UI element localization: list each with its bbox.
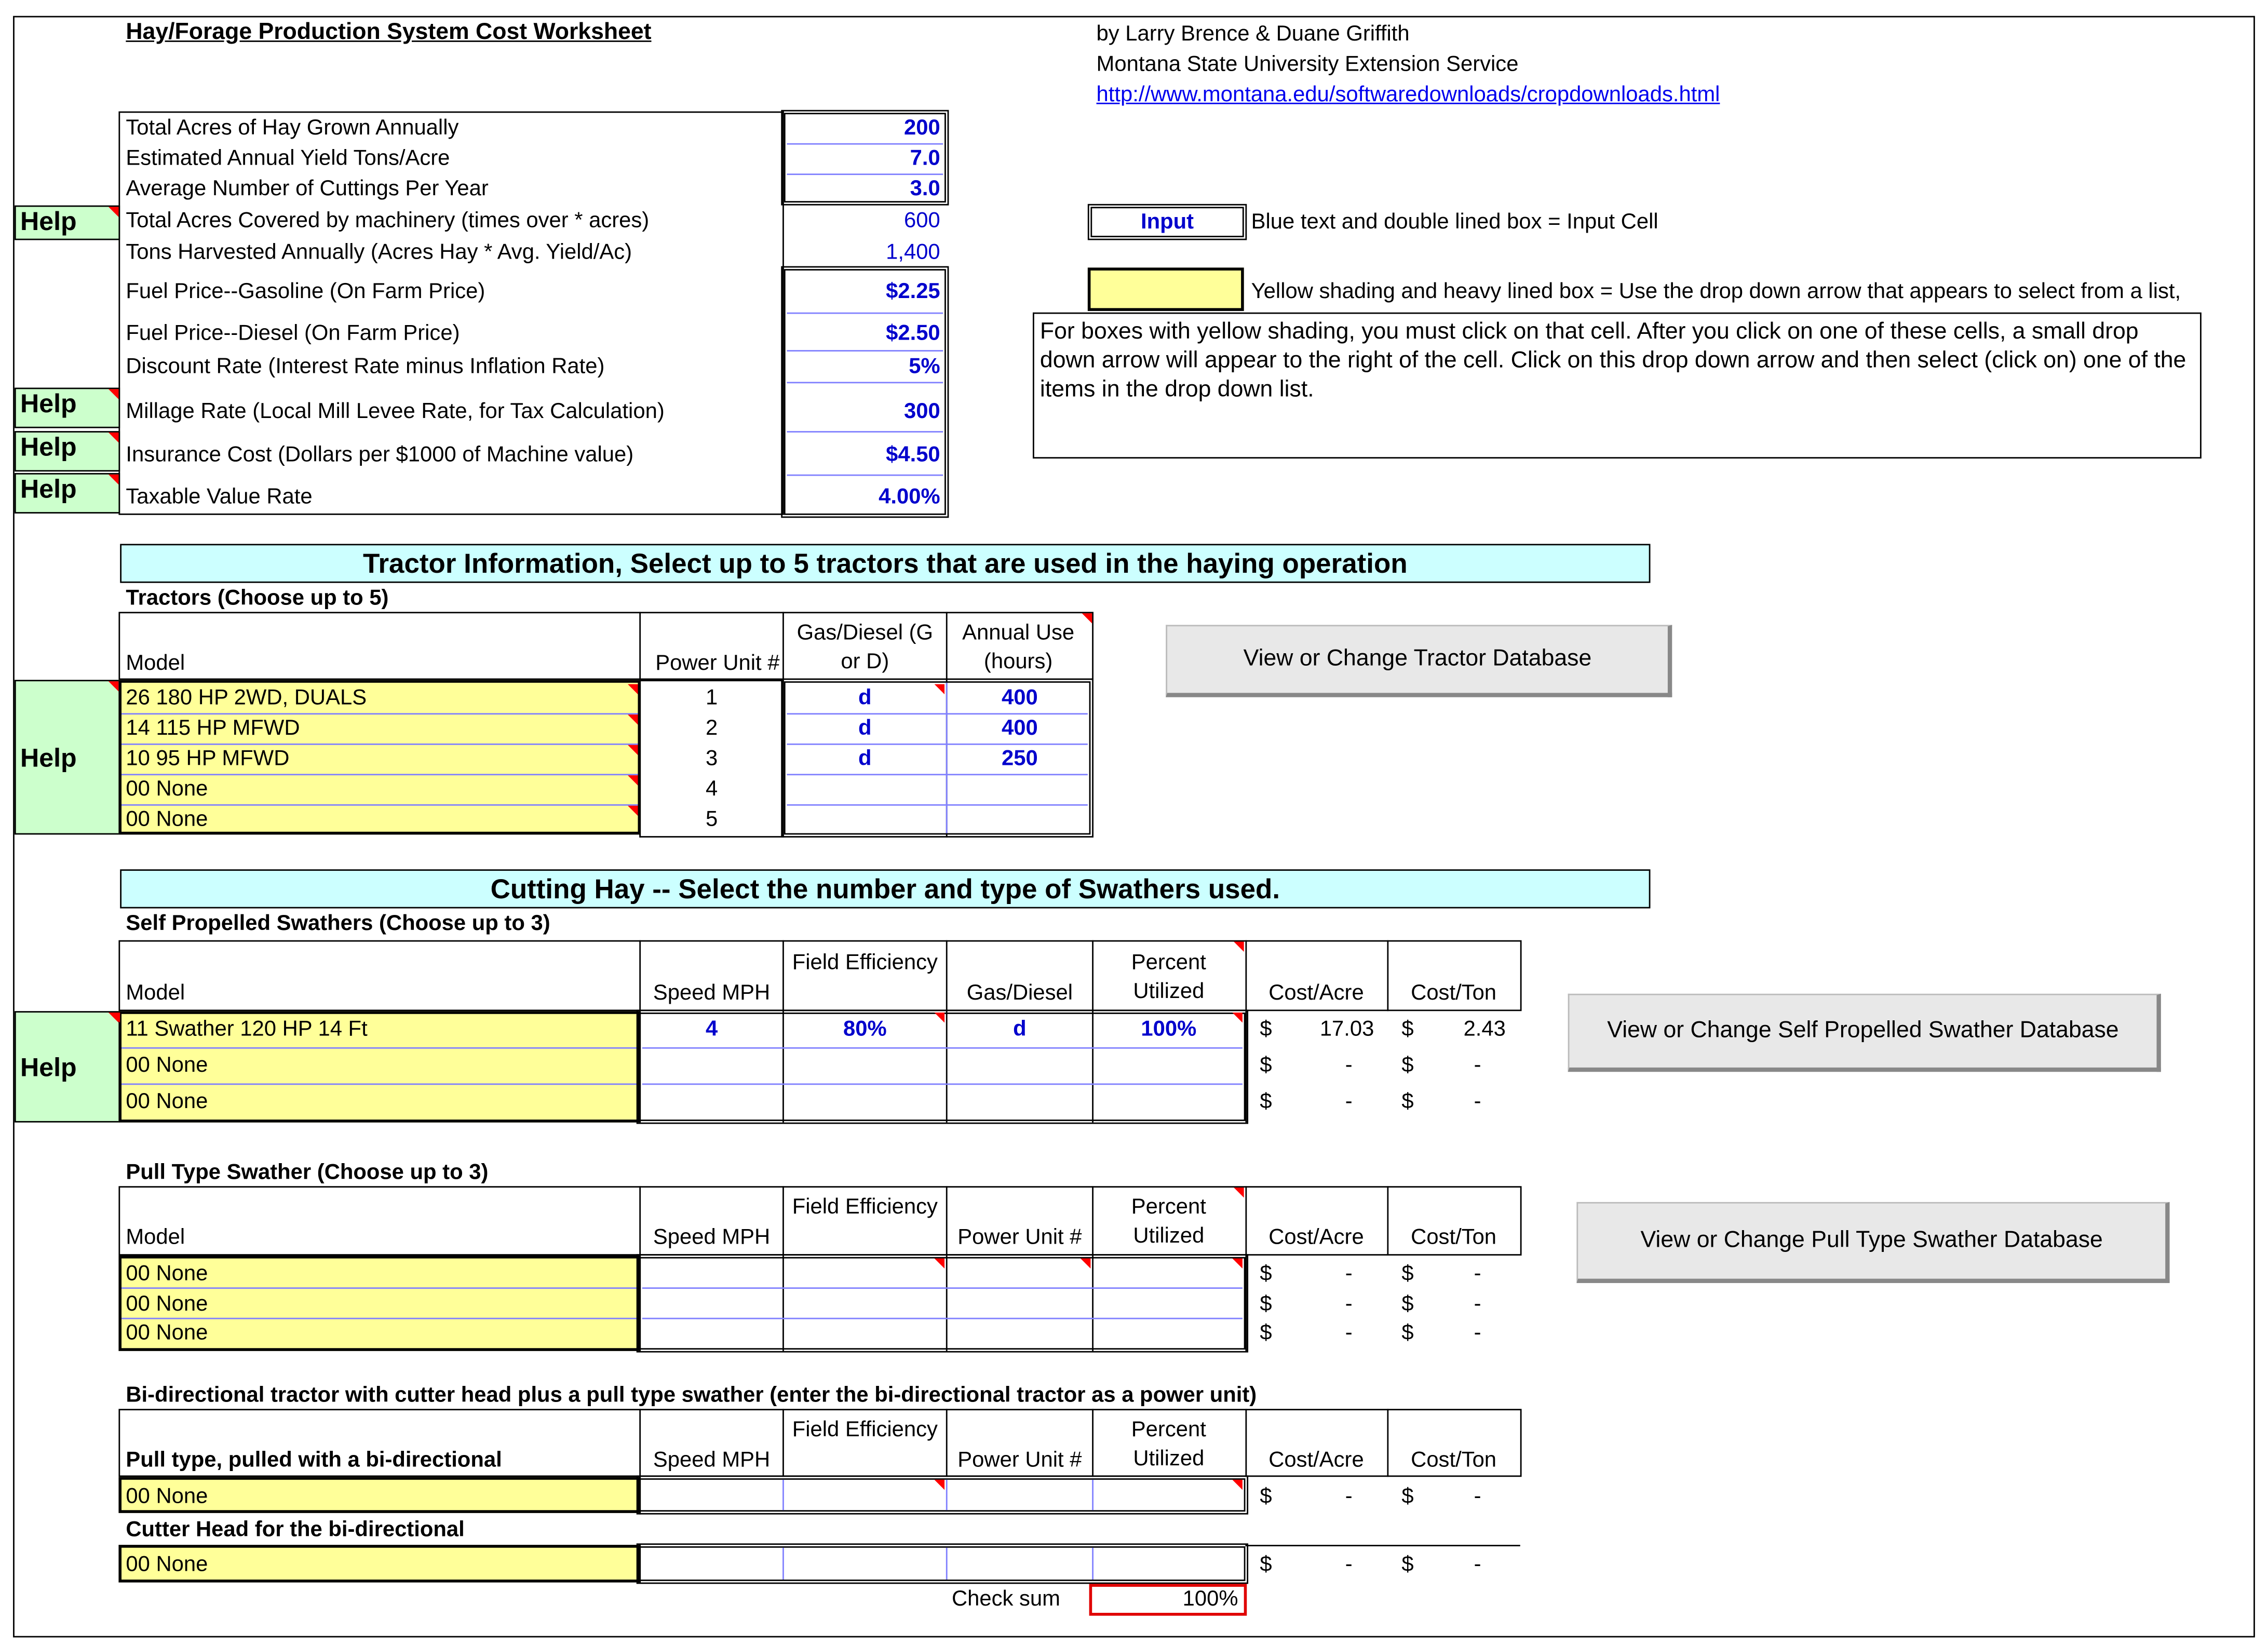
sp-cost-ton: - — [1474, 1089, 1481, 1114]
sp-model-select[interactable]: 11 Swather 120 HP 14 Ft — [126, 1017, 368, 1042]
sp-cost-ton-dollar: $ — [1401, 1053, 1414, 1078]
input-taxable-value[interactable]: 4.00% — [879, 484, 940, 509]
sp-header-utilized: Percent Utilized — [1131, 950, 1206, 1004]
tractor-model-select[interactable]: 10 95 HP MFWD — [126, 746, 290, 771]
pt-cost-acre-dollar: $ — [1260, 1320, 1272, 1345]
sp-utilized-input[interactable]: 100% — [1141, 1017, 1197, 1042]
pt-header-cost-acre: Cost/Acre — [1268, 1225, 1364, 1250]
pt-header-speed: Speed MPH — [653, 1225, 771, 1250]
tractor-use-input[interactable]: 250 — [1002, 746, 1038, 771]
sp-header-cost-acre: Cost/Acre — [1268, 980, 1364, 1006]
sp-efficiency-input[interactable]: 80% — [843, 1017, 887, 1042]
sp-cost-acre-dollar: $ — [1260, 1089, 1272, 1114]
sp-cost-ton-dollar: $ — [1401, 1017, 1414, 1042]
help-button-taxable[interactable]: Help — [15, 473, 120, 514]
input-label-cuttings: Average Number of Cuttings Per Year — [126, 176, 489, 201]
input-discount-value[interactable]: 5% — [909, 354, 940, 379]
tractor-fuel-input[interactable]: d — [858, 685, 872, 710]
help-button-tractors[interactable]: Help — [15, 680, 120, 834]
tractor-header-use: Annual Use (hours) — [962, 621, 1075, 675]
cutter-cost-acre-dollar: $ — [1260, 1552, 1272, 1577]
tractor-header-model: Model — [126, 651, 185, 676]
bi-header-cost-ton: Cost/Ton — [1411, 1448, 1497, 1473]
pt-model-select[interactable]: 00 None — [126, 1261, 208, 1286]
cutter-head-label: Cutter Head for the bi-directional — [126, 1517, 465, 1542]
cutter-cost-ton: - — [1474, 1552, 1481, 1577]
sp-header-speed: Speed MPH — [653, 980, 771, 1006]
tractor-power-unit: 2 — [705, 716, 718, 741]
page-title: Hay/Forage Production System Cost Worksheet — [126, 20, 652, 45]
pt-header-efficiency: Field Efficiency — [792, 1194, 938, 1220]
pt-cost-acre: - — [1345, 1261, 1353, 1286]
pt-cost-ton: - — [1474, 1320, 1481, 1345]
legend-yellow-sample — [1088, 267, 1244, 311]
legend-input-sample: Input — [1088, 204, 1247, 240]
sp-header-fuel: Gas/Diesel — [966, 980, 1073, 1006]
bi-header-model: Pull type, pulled with a bi-directional — [126, 1448, 502, 1473]
bi-header-utilized: Percent Utilized — [1131, 1417, 1206, 1472]
tractor-use-input[interactable]: 400 — [1002, 716, 1038, 741]
sp-cost-acre: - — [1345, 1053, 1353, 1078]
input-acres-value[interactable]: 200 — [903, 115, 940, 141]
bi-cost-acre: - — [1345, 1484, 1353, 1509]
pt-model-select[interactable]: 00 None — [126, 1291, 208, 1316]
tractor-banner: Tractor Information, Select up to 5 tractors that are used in the haying operation — [120, 544, 1650, 583]
input-label-taxable: Taxable Value Rate — [126, 484, 313, 509]
sp-header-model: Model — [126, 980, 185, 1006]
tractor-power-unit: 3 — [705, 746, 718, 771]
tractor-model-select[interactable]: 14 115 HP MFWD — [126, 716, 300, 741]
help-button-millage[interactable]: Help — [15, 388, 120, 428]
bi-header-efficiency: Field Efficiency — [792, 1417, 938, 1442]
tractor-header-fuel: Gas/Diesel (G or D) — [797, 621, 934, 675]
bi-cost-acre-dollar: $ — [1260, 1484, 1272, 1509]
input-label-diesel: Fuel Price--Diesel (On Farm Price) — [126, 321, 460, 346]
help-button-acres-covered[interactable]: Help — [15, 206, 120, 240]
input-label-yield: Estimated Annual Yield Tons/Acre — [126, 146, 450, 171]
tractor-power-unit: 4 — [705, 776, 718, 802]
download-link[interactable]: http://www.montana.edu/softwaredownloads/cropdownloads.html — [1096, 82, 1720, 107]
sp-cost-acre: 17.03 — [1319, 1017, 1374, 1042]
checksum-value: 100% — [1089, 1584, 1247, 1615]
cutter-cost-acre: - — [1345, 1552, 1353, 1577]
sp-cost-ton: 2.43 — [1463, 1017, 1506, 1042]
pt-cost-ton-dollar: $ — [1401, 1261, 1414, 1286]
pt-header-utilized: Percent Utilized — [1131, 1194, 1206, 1249]
sp-header-efficiency: Field Efficiency — [792, 950, 938, 975]
cutting-banner: Cutting Hay -- Select the number and type of Swathers used. — [120, 869, 1650, 908]
checksum-label: Check sum — [951, 1586, 1061, 1612]
sp-swather-subtitle: Self Propelled Swathers (Choose up to 3) — [126, 911, 550, 936]
bi-header-speed: Speed MPH — [653, 1448, 771, 1473]
pt-cost-acre-dollar: $ — [1260, 1261, 1272, 1286]
sp-cost-ton: - — [1474, 1053, 1481, 1078]
bi-header-cost-acre: Cost/Acre — [1268, 1448, 1364, 1473]
bi-directional-subtitle: Bi-directional tractor with cutter head plus a pull type swather (enter the bi-directional tractor as a power unit) — [126, 1383, 1257, 1408]
input-insurance-value[interactable]: $4.50 — [886, 442, 940, 467]
input-label-gasoline: Fuel Price--Gasoline (On Farm Price) — [126, 279, 485, 304]
sp-cost-ton-dollar: $ — [1401, 1089, 1414, 1114]
sp-model-select[interactable]: 00 None — [126, 1089, 208, 1114]
tractor-header-power: Power Unit # — [655, 651, 780, 676]
tractor-model-select[interactable]: 00 None — [126, 807, 208, 832]
sp-model-select[interactable]: 00 None — [126, 1053, 208, 1078]
input-box-group-2 — [781, 266, 949, 518]
input-gasoline-value[interactable]: $2.25 — [886, 279, 940, 304]
input-label-acres-covered: Total Acres Covered by machinery (times over * acres) — [126, 208, 650, 233]
tractor-model-select[interactable]: 26 180 HP 2WD, DUALS — [126, 685, 367, 710]
input-label-discount: Discount Rate (Interest Rate minus Inflation Rate) — [126, 354, 605, 379]
tractor-fuel-input[interactable]: d — [858, 746, 872, 771]
tractor-power-unit: 5 — [705, 807, 718, 832]
tractor-fuel-input[interactable]: d — [858, 716, 872, 741]
help-button-sp-swathers[interactable]: Help — [15, 1011, 120, 1122]
sp-header-cost-ton: Cost/Ton — [1411, 980, 1497, 1006]
pt-cost-ton: - — [1474, 1261, 1481, 1286]
tractor-power-unit: 1 — [705, 685, 718, 710]
input-label-acres: Total Acres of Hay Grown Annually — [126, 115, 459, 141]
tractor-subtitle: Tractors (Choose up to 5) — [126, 586, 389, 611]
pt-cost-ton-dollar: $ — [1401, 1320, 1414, 1345]
cutter-cost-ton-dollar: $ — [1401, 1552, 1414, 1577]
view-tractor-database-button[interactable]: View or Change Tractor Database — [1166, 625, 1672, 697]
tractor-use-input[interactable]: 400 — [1002, 685, 1038, 710]
legend-note: For boxes with yellow shading, you must click on that cell. After you click on one of these cells, a small drop down arrow will appear to the right of the cell. Click on this drop down arrow and then select (click on) one of the items in the drop down list. — [1033, 313, 2202, 459]
bi-header-power: Power Unit # — [957, 1448, 1082, 1473]
pt-input-box — [637, 1254, 1248, 1352]
legend-yellow-desc: Yellow shading and heavy lined box = Use the drop down arrow that appears to select from a list, — [1251, 279, 2181, 304]
pt-header-model: Model — [126, 1225, 185, 1250]
pt-header-power: Power Unit # — [957, 1225, 1082, 1250]
input-label-millage: Millage Rate (Local Mill Levee Rate, for Tax Calculation) — [126, 399, 665, 424]
pt-model-select[interactable]: 00 None — [126, 1320, 208, 1345]
pt-cost-ton: - — [1474, 1291, 1481, 1316]
authors: by Larry Brence & Duane Griffith — [1096, 21, 1410, 47]
input-millage-value[interactable]: 300 — [903, 399, 940, 424]
pt-cost-acre-dollar: $ — [1260, 1291, 1272, 1316]
input-yield-value[interactable]: 7.0 — [910, 146, 940, 171]
bi-cost-ton: - — [1474, 1484, 1481, 1509]
view-sp-swather-database-button[interactable]: View or Change Self Propelled Swather Database — [1568, 994, 2161, 1072]
pt-cost-acre: - — [1345, 1291, 1353, 1316]
tractor-model-select[interactable]: 00 None — [126, 776, 208, 802]
view-pt-swather-database-button[interactable]: View or Change Pull Type Swather Database — [1576, 1202, 2169, 1283]
legend-input-desc: Blue text and double lined box = Input Cell — [1251, 209, 1658, 235]
bi-cost-ton-dollar: $ — [1401, 1484, 1414, 1509]
sp-fuel-input[interactable]: d — [1013, 1017, 1027, 1042]
input-diesel-value[interactable]: $2.50 — [886, 321, 940, 346]
sp-cost-acre-dollar: $ — [1260, 1053, 1272, 1078]
input-cuttings-value[interactable]: 3.0 — [910, 176, 940, 201]
sp-speed-input[interactable]: 4 — [705, 1017, 718, 1042]
help-button-insurance[interactable]: Help — [15, 431, 120, 471]
input-label-tons-harvested: Tons Harvested Annually (Acres Hay * Avg. Yield/Ac) — [126, 240, 632, 265]
tons-harvested-value: 1,400 — [886, 240, 940, 265]
cutter-input-box — [637, 1543, 1248, 1584]
pt-cost-ton-dollar: $ — [1401, 1291, 1414, 1316]
cutter-model-select[interactable]: 00 None — [126, 1552, 208, 1577]
pt-cost-acre: - — [1345, 1320, 1353, 1345]
organization: Montana State University Extension Service — [1096, 52, 1519, 77]
pt-swather-subtitle: Pull Type Swather (Choose up to 3) — [126, 1160, 489, 1185]
sp-cost-acre-dollar: $ — [1260, 1017, 1272, 1042]
bi-model-select[interactable]: 00 None — [126, 1484, 208, 1509]
sp-cost-acre: - — [1345, 1089, 1353, 1114]
input-label-insurance: Insurance Cost (Dollars per $1000 of Machine value) — [126, 442, 634, 467]
pt-header-cost-ton: Cost/Ton — [1411, 1225, 1497, 1250]
acres-covered-value: 600 — [903, 208, 940, 233]
